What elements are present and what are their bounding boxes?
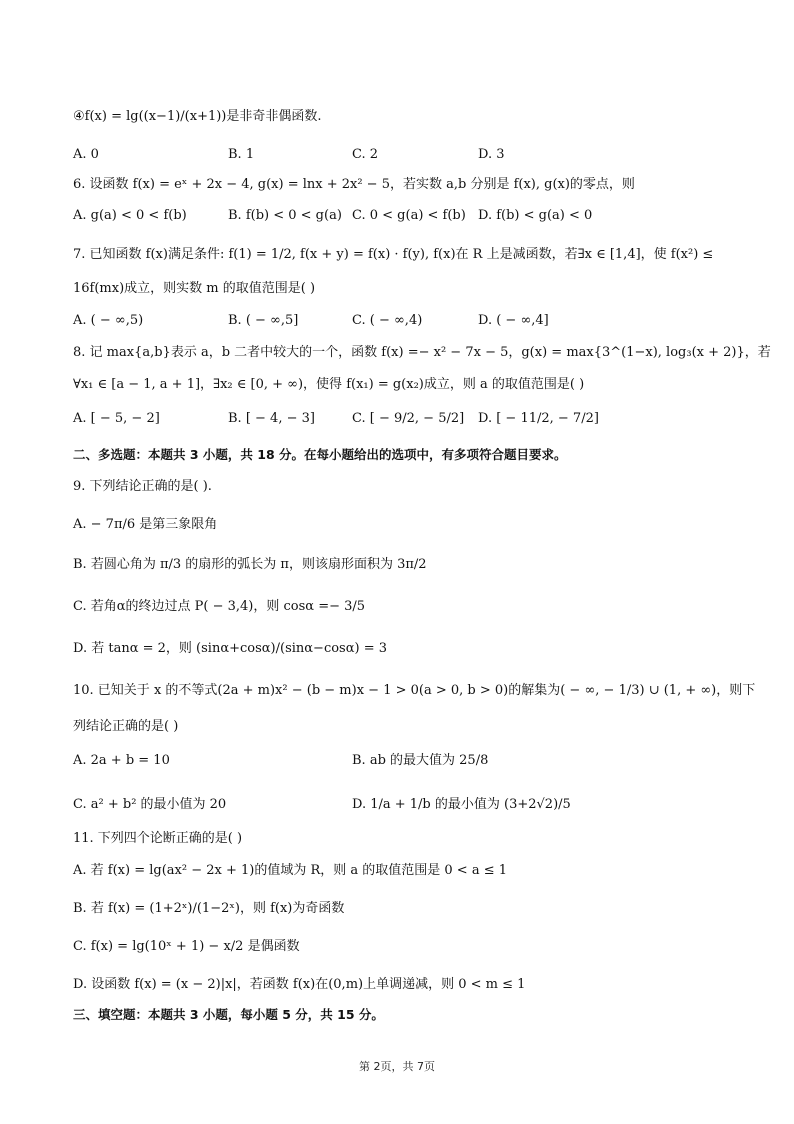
q5-option-b: B. 1 — [228, 147, 255, 162]
q8-option-c: C. [ − 9/2, − 5/2] — [352, 411, 465, 426]
q10-stem-line1: 10. 已知关于 x 的不等式(2a + m)x² − (b − m)x − 1 > 0(a > 0, b > 0)的解集为( − ∞, − 1/3) ∪ (1, + ∞)，则下 — [73, 683, 756, 698]
q7-option-b: B. ( − ∞,5] — [228, 313, 299, 328]
item-4: ④f(x) = lg((x−1)/(x+1))是非奇非偶函数. — [73, 109, 322, 124]
q11-option-b: B. 若 f(x) = (1+2ˣ)/(1−2ˣ)，则 f(x)为奇函数 — [73, 901, 345, 916]
page-footer: 第 2页，共 7页 — [359, 1060, 435, 1073]
q9-option-a: A. − 7π/6 是第三象限角 — [73, 517, 218, 532]
q10-option-b: B. ab 的最大值为 25/8 — [352, 753, 489, 768]
q8-option-d: D. [ − 11/2, − 7/2] — [478, 411, 599, 426]
q8-option-b: B. [ − 4, − 3] — [228, 411, 315, 426]
q10-option-c: C. a² + b² 的最小值为 20 — [73, 797, 227, 812]
q6-option-c: C. 0 < g(a) < f(b) — [352, 208, 466, 223]
q11-option-a: A. 若 f(x) = lg(ax² − 2x + 1)的值域为 R，则 a 的取值范围是 0 < a ≤ 1 — [73, 863, 508, 878]
q9-option-c: C. 若角α的终边过点 P( − 3,4)，则 cosα =− 3/5 — [73, 599, 366, 614]
section-multiple-choice-heading: 二、多选题：本题共 3 小题，共 18 分。在每小题给出的选项中，有多项符合题目要求。 — [73, 447, 567, 462]
q11-stem: 11. 下列四个论断正确的是( ) — [73, 831, 243, 846]
q10-stem-line2: 列结论正确的是( ) — [73, 719, 179, 734]
q7-option-d: D. ( − ∞,4] — [478, 313, 549, 328]
q6-option-b: B. f(b) < 0 < g(a) — [228, 208, 342, 223]
q7-option-c: C. ( − ∞,4) — [352, 313, 423, 328]
q5-option-a: A. 0 — [73, 147, 99, 162]
q9-stem: 9. 下列结论正确的是( ). — [73, 479, 212, 494]
q6-option-a: A. g(a) < 0 < f(b) — [73, 208, 187, 223]
q5-option-c: C. 2 — [352, 147, 379, 162]
section-fill-in-heading: 三、填空题：本题共 3 小题，每小题 5 分，共 15 分。 — [73, 1007, 384, 1022]
q8-stem-line1: 8. 记 max{a,b}表示 a，b 二者中较大的一个，函数 f(x) =− x² − 7x − 5，g(x) = max{3^(1−x), log₃(x + 2)}，若 — [73, 345, 771, 360]
q8-stem-line2: ∀x₁ ∈ [a − 1, a + 1]，∃x₂ ∈ [0, + ∞)，使得 f(x₁) = g(x₂)成立，则 a 的取值范围是( ) — [73, 377, 585, 392]
q10-option-a: A. 2a + b = 10 — [73, 753, 170, 768]
q7-stem-line1: 7. 已知函数 f(x)满足条件: f(1) = 1/2, f(x + y) = f(x) · f(y), f(x)在 R 上是减函数，若∃x ∈ [1,4]，使 f(x²) ≤ — [73, 247, 714, 262]
q11-option-c: C. f(x) = lg(10ˣ + 1) − x/2 是偶函数 — [73, 939, 300, 954]
q5-option-d: D. 3 — [478, 147, 505, 162]
q8-option-a: A. [ − 5, − 2] — [73, 411, 160, 426]
q7-option-a: A. ( − ∞,5) — [73, 313, 144, 328]
q6-stem: 6. 设函数 f(x) = eˣ + 2x − 4, g(x) = lnx + 2x² − 5，若实数 a,b 分别是 f(x), g(x)的零点，则 — [73, 177, 635, 192]
q11-option-d: D. 设函数 f(x) = (x − 2)|x|，若函数 f(x)在(0,m)上单调递减，则 0 < m ≤ 1 — [73, 977, 526, 992]
q10-option-d: D. 1/a + 1/b 的最小值为 (3+2√2)/5 — [352, 797, 571, 812]
q9-option-b: B. 若圆心角为 π/3 的扇形的弧长为 π，则该扇形面积为 3π/2 — [73, 557, 427, 572]
q7-stem-line2: 16f(mx)成立，则实数 m 的取值范围是( ) — [73, 281, 316, 296]
q6-option-d: D. f(b) < g(a) < 0 — [478, 208, 593, 223]
q9-option-d: D. 若 tanα = 2，则 (sinα+cosα)/(sinα−cosα) = 3 — [73, 641, 387, 656]
